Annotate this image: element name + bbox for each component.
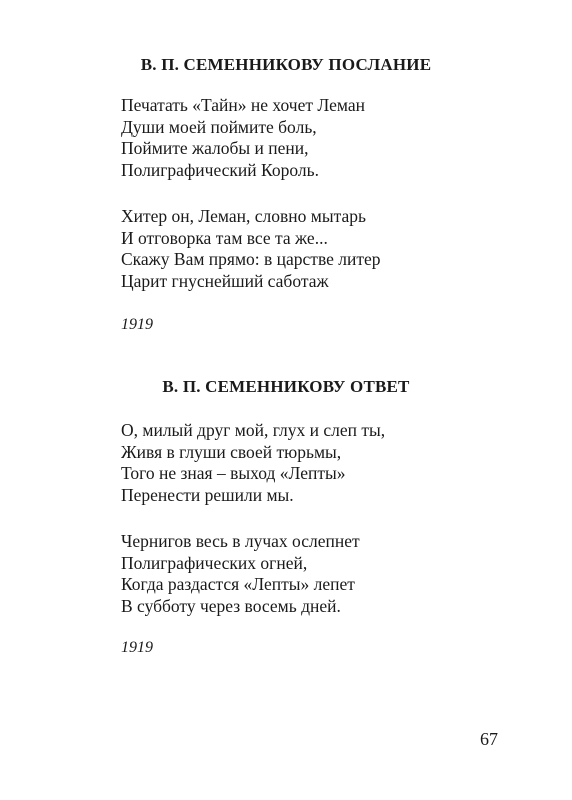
- poem-line: Живя в глуши своей тюрьмы,: [121, 441, 342, 462]
- stanza: [121, 95, 365, 181]
- poem-line: Полиграфических огней,: [121, 552, 308, 573]
- poem-title-otvet: В. П. СЕМЕННИКОВУ ОТВЕТ: [162, 377, 410, 396]
- poem-line: Души моей поймите боль,: [121, 116, 317, 137]
- poem-line: Полиграфический Король.: [121, 159, 319, 180]
- poem-line: О, милый друг мой, глух и слеп ты,: [121, 420, 386, 440]
- stanza: [121, 420, 385, 506]
- poem-line: Печатать «Тайн» не хочет Леман: [121, 95, 365, 115]
- poem-date: 1919: [121, 316, 153, 333]
- poem-line: Царит гнуснейший саботаж: [121, 270, 329, 291]
- poem-line: В субботу через восемь дней.: [121, 595, 341, 616]
- poem-title-poslanie: В. П. СЕМЕННИКОВУ ПОСЛАНИЕ: [140, 55, 432, 74]
- stanza: [121, 206, 381, 292]
- poem-line: Хитер он, Леман, словно мытарь: [121, 206, 366, 226]
- poem-line: Перенести решили мы.: [121, 484, 294, 505]
- poem-line: Чернигов весь в лучах ослепнет: [121, 531, 360, 551]
- stanza: [121, 531, 360, 617]
- poem-line: Когда раздастся «Лепты» лепет: [121, 574, 355, 594]
- poem-line: И отговорка там все та же...: [121, 227, 328, 248]
- poem-line: Того не зная – выход «Лепты»: [121, 463, 346, 483]
- poem-line: Скажу Вам прямо: в царстве литер: [121, 249, 381, 269]
- page-number: 67: [480, 729, 498, 749]
- poem-line: Поймите жалобы и пени,: [121, 138, 309, 158]
- poem-date: 1919: [121, 639, 153, 656]
